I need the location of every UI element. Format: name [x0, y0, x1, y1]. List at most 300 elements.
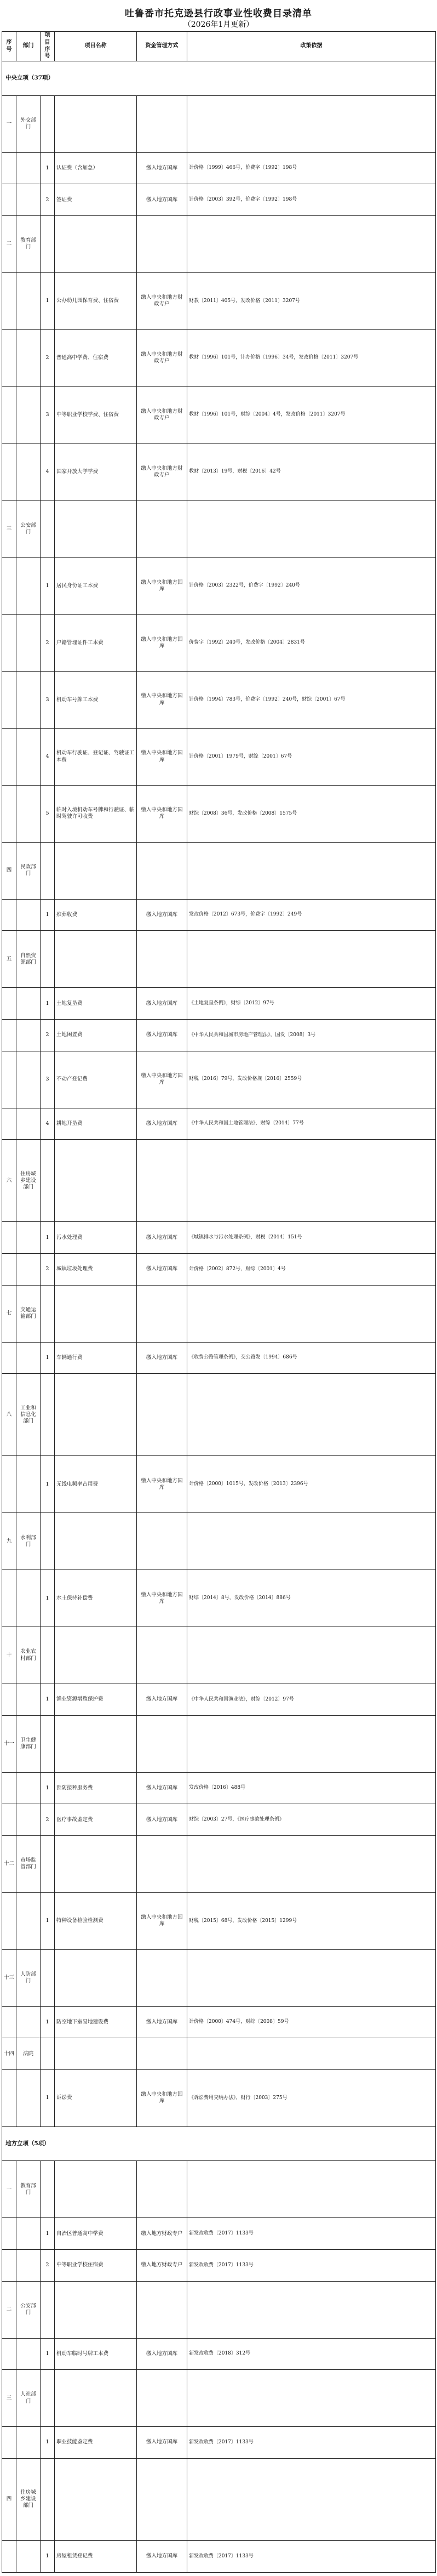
cell-policy-basis: 计价格〔2000〕474号，财综〔2008〕59号 [187, 2006, 436, 2038]
header-fund-management: 资金管理方式 [137, 32, 187, 61]
cell-department [16, 329, 41, 386]
cell-policy-basis: 财税〔2015〕68号，发改价格〔2015〕1299号 [187, 1892, 436, 1949]
cell-item-name [55, 2370, 137, 2427]
cell-item-name [55, 1835, 137, 1892]
cell-item-name: 城镇垃圾处理费 [55, 1254, 137, 1286]
cell-index [2, 988, 16, 1020]
cell-fund-management: 缴入地方国库 [137, 1804, 187, 1836]
cell-item-index [41, 2038, 55, 2070]
cell-policy-basis: 《中华人民共和国城市房地产管理法》，国发〔2008〕3号 [187, 1020, 436, 1051]
cell-item-index: 1 [41, 2006, 55, 2038]
table-row [2, 672, 436, 729]
cell-fund-management [137, 1835, 187, 1892]
department-row [2, 215, 436, 272]
cell-policy-basis: 《土地复垦条例》，财综〔2012〕97号 [187, 988, 436, 1020]
table-row [2, 1222, 436, 1254]
cell-item-index: 1 [41, 899, 55, 931]
cell-index: 十三 [2, 1949, 16, 2006]
table-row [2, 899, 436, 931]
cell-index [2, 729, 16, 786]
cell-policy-basis [187, 842, 436, 899]
cell-index [2, 786, 16, 843]
cell-item-index: 5 [41, 786, 55, 843]
cell-policy-basis: 教财〔1996〕101号，财综〔2004〕4号，发改价格〔2011〕3207号 [187, 386, 436, 443]
section-title: 地方立项（5项） [2, 2126, 436, 2161]
cell-item-index [41, 215, 55, 272]
cell-department: 公安部门 [16, 2281, 41, 2338]
cell-index [2, 329, 16, 386]
cell-fund-management [137, 931, 187, 988]
table-row [2, 2427, 436, 2459]
cell-fund-management: 缴入中央和地方国库 [137, 1570, 187, 1627]
cell-department [16, 1020, 41, 1051]
cell-department [16, 729, 41, 786]
cell-index [2, 2540, 16, 2572]
section-row [2, 2126, 436, 2161]
cell-item-name: 临时入境机动车号牌和行驶证、临时驾驶许可收费 [55, 786, 137, 843]
cell-department: 卫生健康部门 [16, 1715, 41, 1772]
cell-department [16, 899, 41, 931]
cell-policy-basis: 财综〔2014〕8号，发改价格〔2014〕886号 [187, 1570, 436, 1627]
cell-department: 市场监管部门 [16, 1835, 41, 1892]
cell-item-name: 机动车号牌工本费 [55, 672, 137, 729]
header-index: 序号 [2, 32, 16, 61]
cell-item-name [55, 1285, 137, 1342]
cell-policy-basis [187, 1513, 436, 1570]
table-row [2, 2069, 436, 2126]
cell-item-name: 中等职业学校住宿费 [55, 2249, 137, 2281]
cell-department: 外交部门 [16, 95, 41, 152]
department-row [2, 1949, 436, 2006]
cell-department [16, 2540, 41, 2572]
cell-item-index [41, 842, 55, 899]
cell-index [2, 386, 16, 443]
cell-policy-basis: 财教〔2011〕405号，发改价格〔2011〕3207号 [187, 272, 436, 329]
cell-fund-management: 缴入地方国库 [137, 1342, 187, 1374]
cell-fund-management [137, 2281, 187, 2338]
cell-item-index: 1 [41, 2427, 55, 2459]
cell-item-name: 不动产登记费 [55, 1051, 137, 1108]
cell-item-name [55, 1140, 137, 1222]
cell-department: 人防部门 [16, 1949, 41, 2006]
cell-department [16, 1051, 41, 1108]
cell-item-index [41, 2458, 55, 2540]
cell-department [16, 1222, 41, 1254]
cell-department [16, 1772, 41, 1804]
department-row [2, 2161, 436, 2218]
cell-index [2, 2338, 16, 2370]
cell-item-index [41, 2281, 55, 2338]
cell-fund-management: 缴入中央和地方国库 [137, 1051, 187, 1108]
cell-item-name: 普通高中学费、住宿费 [55, 329, 137, 386]
cell-item-index: 3 [41, 386, 55, 443]
cell-item-name: 户籍管理证件工本费 [55, 615, 137, 672]
table-row [2, 386, 436, 443]
cell-index: 九 [2, 1513, 16, 1570]
table-row [2, 1108, 436, 1140]
cell-fund-management: 缴入地方国库 [137, 1684, 187, 1716]
cell-index: 十 [2, 1627, 16, 1684]
cell-item-index: 1 [41, 272, 55, 329]
department-row [2, 1715, 436, 1772]
cell-fund-management [137, 1285, 187, 1342]
cell-department: 教育部门 [16, 2161, 41, 2218]
table-row [2, 1684, 436, 1716]
cell-item-name [55, 2281, 137, 2338]
cell-policy-basis [187, 1949, 436, 2006]
cell-item-index [41, 1627, 55, 1684]
cell-fund-management: 缴入中央和地方国库 [137, 786, 187, 843]
cell-fund-management: 缴入中央和地方财政专户 [137, 272, 187, 329]
cell-item-index: 1 [41, 988, 55, 1020]
cell-department: 民政部门 [16, 842, 41, 899]
table-row [2, 729, 436, 786]
department-row [2, 2281, 436, 2338]
cell-department [16, 2218, 41, 2250]
cell-department [16, 2338, 41, 2370]
cell-index [2, 1804, 16, 1836]
cell-fund-management [137, 1513, 187, 1570]
cell-item-name [55, 2038, 137, 2070]
section-title: 中央立项（37项） [2, 61, 436, 96]
cell-item-index: 1 [41, 1892, 55, 1949]
cell-policy-basis: 教财〔2013〕19号，财税〔2016〕42号 [187, 443, 436, 501]
cell-department: 农业农村部门 [16, 1627, 41, 1684]
header-item-index: 项目序号 [41, 32, 55, 61]
cell-department: 人社部门 [16, 2370, 41, 2427]
cell-item-name [55, 1513, 137, 1570]
cell-policy-basis [187, 1715, 436, 1772]
cell-fund-management [137, 1627, 187, 1684]
cell-fund-management: 缴入中央和地方国库 [137, 615, 187, 672]
table-row [2, 2218, 436, 2250]
cell-department [16, 1804, 41, 1836]
cell-fund-management [137, 842, 187, 899]
table-row [2, 2006, 436, 2038]
department-row [2, 95, 436, 152]
table-row [2, 1051, 436, 1108]
table-row [2, 152, 436, 184]
cell-policy-basis: 新发改收费〔2017〕1133号 [187, 2427, 436, 2459]
cell-department [16, 2427, 41, 2459]
cell-department [16, 615, 41, 672]
cell-item-name: 国家开放大学学费 [55, 443, 137, 501]
cell-index [2, 2218, 16, 2250]
cell-policy-basis [187, 1627, 436, 1684]
cell-index: 四 [2, 2458, 16, 2540]
cell-fund-management [137, 215, 187, 272]
cell-policy-basis [187, 1140, 436, 1222]
cell-department [16, 1342, 41, 1374]
table-row [2, 1570, 436, 1627]
cell-item-index: 3 [41, 672, 55, 729]
cell-policy-basis: 新发改收费〔2018〕312号 [187, 2338, 436, 2370]
cell-policy-basis: 财税〔2016〕79号，发改价格规〔2016〕2559号 [187, 1051, 436, 1108]
cell-department: 交通运输部门 [16, 1285, 41, 1342]
cell-item-index: 2 [41, 1020, 55, 1051]
cell-index [2, 1772, 16, 1804]
cell-department: 公安部门 [16, 501, 41, 558]
cell-policy-basis: 《收费公路管理条例》，交公路发〔1994〕686号 [187, 1342, 436, 1374]
cell-item-index: 2 [41, 1804, 55, 1836]
table-row [2, 272, 436, 329]
cell-item-name: 土地复垦费 [55, 988, 137, 1020]
cell-item-index: 1 [41, 2218, 55, 2250]
cell-index: 四 [2, 842, 16, 899]
cell-policy-basis: 计价格〔2003〕2322号，价费字〔1992〕240号 [187, 558, 436, 615]
table-body [2, 61, 436, 2573]
cell-item-name: 职业技能鉴定费 [55, 2427, 137, 2459]
cell-index [2, 1222, 16, 1254]
document-title: 吐鲁番市托克逊县行政事业性收费目录清单 [125, 8, 312, 19]
cell-department [16, 1254, 41, 1286]
cell-index: 十四 [2, 2038, 16, 2070]
cell-item-index: 2 [41, 2249, 55, 2281]
department-row [2, 1285, 436, 1342]
cell-index [2, 1684, 16, 1716]
cell-item-name [55, 1715, 137, 1772]
cell-fund-management: 缴入中央和地方国库 [137, 672, 187, 729]
cell-index [2, 1020, 16, 1051]
cell-item-name: 机动车行驶证、登记证、驾驶证工本费 [55, 729, 137, 786]
cell-fund-management: 缴入中央和地方财政专户 [137, 443, 187, 501]
cell-policy-basis: 计价格〔2001〕1979号，财综〔2001〕67号 [187, 729, 436, 786]
cell-fund-management: 缴入地方国库 [137, 2006, 187, 2038]
cell-index: 三 [2, 501, 16, 558]
cell-fund-management [137, 1715, 187, 1772]
cell-fund-management [137, 1949, 187, 2006]
cell-fund-management [137, 2458, 187, 2540]
cell-policy-basis: 新发改收费〔2017〕1133号 [187, 2249, 436, 2281]
cell-item-name [55, 842, 137, 899]
cell-index [2, 1051, 16, 1108]
cell-item-name: 耕地开垦费 [55, 1108, 137, 1140]
cell-item-name: 防空地下室易地建设费 [55, 2006, 137, 2038]
cell-department: 自然资源部门 [16, 931, 41, 988]
cell-index [2, 615, 16, 672]
cell-department: 住房城乡建设部门 [16, 2458, 41, 2540]
cell-index [2, 2069, 16, 2126]
cell-index [2, 152, 16, 184]
cell-index: 十二 [2, 1835, 16, 1892]
cell-policy-basis: 发改价格〔2016〕488号 [187, 1772, 436, 1804]
cell-index: 五 [2, 931, 16, 988]
cell-fund-management: 缴入地方财政专户 [137, 2218, 187, 2250]
cell-index: 一 [2, 95, 16, 152]
cell-fund-management: 缴入地方国库 [137, 988, 187, 1020]
cell-index [2, 1456, 16, 1513]
cell-fund-management: 缴入地方财政专户 [137, 2249, 187, 2281]
cell-department [16, 1684, 41, 1716]
cell-index [2, 443, 16, 501]
cell-department: 法院 [16, 2038, 41, 2070]
cell-index [2, 2249, 16, 2281]
cell-fund-management: 缴入地方国库 [137, 152, 187, 184]
cell-department: 工业和信息化部门 [16, 1374, 41, 1456]
cell-policy-basis: 财综〔2003〕27号，《医疗事故处理条例》 [187, 1804, 436, 1836]
cell-policy-basis [187, 2458, 436, 2540]
cell-department [16, 672, 41, 729]
cell-policy-basis: 计价格〔1994〕783号，价费字〔1992〕240号，财综〔2001〕67号 [187, 672, 436, 729]
fee-table [2, 31, 436, 2573]
cell-item-name [55, 215, 137, 272]
cell-item-index [41, 1715, 55, 1772]
cell-item-name: 居民身份证工本费 [55, 558, 137, 615]
cell-item-index: 1 [41, 1456, 55, 1513]
cell-item-name: 自治区普通高中学费 [55, 2218, 137, 2250]
cell-item-name: 土地闲置费 [55, 1020, 137, 1051]
cell-item-name: 特种设备检验检测费 [55, 1892, 137, 1949]
cell-index: 十一 [2, 1715, 16, 1772]
cell-index [2, 272, 16, 329]
cell-policy-basis: 计价格〔2000〕1015号，发改价格〔2013〕2396号 [187, 1456, 436, 1513]
cell-policy-basis [187, 2370, 436, 2427]
cell-fund-management: 缴入地方国库 [137, 1772, 187, 1804]
cell-item-name [55, 95, 137, 152]
header-department: 部门 [16, 32, 41, 61]
cell-policy-basis: 《中华人民共和国渔业法》，财综〔2012〕97号 [187, 1684, 436, 1716]
cell-item-name: 诉讼费 [55, 2069, 137, 2126]
cell-department [16, 1108, 41, 1140]
table-row [2, 1020, 436, 1051]
table-row [2, 1456, 436, 1513]
cell-item-name [55, 1949, 137, 2006]
cell-index: 二 [2, 2281, 16, 2338]
cell-item-name: 车辆通行费 [55, 1342, 137, 1374]
cell-item-name [55, 2161, 137, 2218]
department-row [2, 1627, 436, 1684]
cell-index: 六 [2, 1140, 16, 1222]
department-row [2, 931, 436, 988]
cell-department [16, 786, 41, 843]
cell-item-name: 污水处理费 [55, 1222, 137, 1254]
cell-item-index [41, 1140, 55, 1222]
cell-fund-management: 缴入地方国库 [137, 2427, 187, 2459]
cell-department: 水利部门 [16, 1513, 41, 1570]
cell-policy-basis [187, 2281, 436, 2338]
cell-index: 一 [2, 2161, 16, 2218]
cell-department [16, 443, 41, 501]
department-row [2, 2458, 436, 2540]
cell-fund-management: 缴入地方国库 [137, 2338, 187, 2370]
cell-department [16, 386, 41, 443]
cell-policy-basis: 新发改收费〔2017〕1133号 [187, 2540, 436, 2572]
cell-department [16, 1570, 41, 1627]
cell-index [2, 899, 16, 931]
department-row [2, 1835, 436, 1892]
cell-fund-management: 缴入地方国库 [137, 1108, 187, 1140]
cell-item-name: 机动车临时号牌工本费 [55, 2338, 137, 2370]
cell-fund-management: 缴入地方国库 [137, 1222, 187, 1254]
cell-policy-basis: 计价格〔2003〕392号，价费字〔1992〕198号 [187, 184, 436, 216]
table-row [2, 2249, 436, 2281]
table-row [2, 2540, 436, 2572]
table-header-row [2, 32, 436, 61]
cell-fund-management: 缴入地方国库 [137, 2540, 187, 2572]
cell-index: 三 [2, 2370, 16, 2427]
cell-item-index: 4 [41, 443, 55, 501]
cell-department [16, 1892, 41, 1949]
cell-item-name [55, 931, 137, 988]
cell-index: 七 [2, 1285, 16, 1342]
header-item-name: 项目名称 [55, 32, 137, 61]
cell-index [2, 2427, 16, 2459]
cell-item-index: 3 [41, 1051, 55, 1108]
table-row [2, 443, 436, 501]
cell-department [16, 152, 41, 184]
cell-department [16, 558, 41, 615]
cell-item-name: 水土保持补偿费 [55, 1570, 137, 1627]
cell-policy-basis: 《诉讼费用交纳办法》，财行〔2003〕275号 [187, 2069, 436, 2126]
cell-department [16, 2006, 41, 2038]
cell-index [2, 558, 16, 615]
cell-index [2, 184, 16, 216]
cell-department: 教育部门 [16, 215, 41, 272]
cell-index [2, 1892, 16, 1949]
table-row [2, 558, 436, 615]
cell-item-index: 1 [41, 1570, 55, 1627]
cell-policy-basis: 教财〔1996〕101号，计办价格〔1996〕34号，发改价格〔2011〕3207号 [187, 329, 436, 386]
cell-policy-basis: 计价格〔1999〕466号，价费字〔1992〕198号 [187, 152, 436, 184]
cell-item-name: 房屋租赁登记费 [55, 2540, 137, 2572]
cell-item-index: 1 [41, 2069, 55, 2126]
cell-index [2, 1254, 16, 1286]
cell-item-name: 殡葬收费 [55, 899, 137, 931]
cell-policy-basis: 发改价格〔2012〕673号，价费字〔1992〕249号 [187, 899, 436, 931]
cell-item-name [55, 2458, 137, 2540]
cell-fund-management [137, 95, 187, 152]
table-row [2, 1254, 436, 1286]
cell-item-index: 4 [41, 1108, 55, 1140]
cell-index [2, 2006, 16, 2038]
cell-policy-basis: 新发改收费〔2017〕1133号 [187, 2218, 436, 2250]
cell-fund-management [137, 1140, 187, 1222]
cell-item-index [41, 931, 55, 988]
cell-department: 住房城乡建设部门 [16, 1140, 41, 1222]
cell-fund-management: 缴入中央和地方国库 [137, 1456, 187, 1513]
cell-item-index: 1 [41, 152, 55, 184]
cell-item-index [41, 1513, 55, 1570]
department-row [2, 501, 436, 558]
department-row [2, 1140, 436, 1222]
cell-item-index: 1 [41, 1342, 55, 1374]
table-row [2, 1804, 436, 1836]
cell-item-name: 医疗事故鉴定费 [55, 1804, 137, 1836]
cell-policy-basis: 财综〔2008〕36号，发改价格〔2008〕1575号 [187, 786, 436, 843]
cell-policy-basis [187, 2038, 436, 2070]
table-row [2, 1772, 436, 1804]
cell-department [16, 184, 41, 216]
cell-item-index: 1 [41, 1684, 55, 1716]
cell-department [16, 272, 41, 329]
department-row [2, 1374, 436, 1456]
cell-fund-management: 缴入地方国库 [137, 184, 187, 216]
table-row [2, 329, 436, 386]
cell-item-index: 2 [41, 1254, 55, 1286]
cell-policy-basis [187, 931, 436, 988]
cell-index: 二 [2, 215, 16, 272]
cell-fund-management: 缴入中央和地方国库 [137, 1892, 187, 1949]
cell-policy-basis [187, 1374, 436, 1456]
cell-index: 八 [2, 1374, 16, 1456]
cell-item-index: 1 [41, 1222, 55, 1254]
cell-item-index [41, 1285, 55, 1342]
cell-item-index [41, 2370, 55, 2427]
cell-item-name: 预防接种服务费 [55, 1772, 137, 1804]
cell-department [16, 2069, 41, 2126]
cell-policy-basis [187, 501, 436, 558]
cell-policy-basis [187, 215, 436, 272]
